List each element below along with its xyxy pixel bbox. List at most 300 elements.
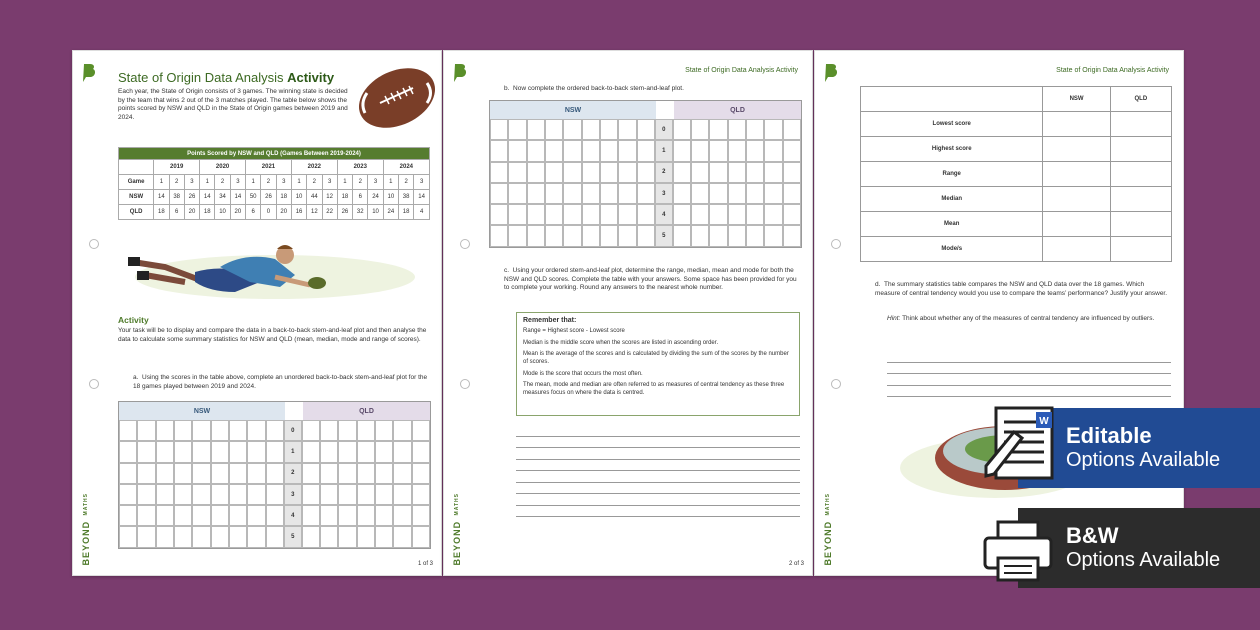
leaf-cell[interactable] — [545, 140, 563, 161]
leaf-cell[interactable] — [527, 225, 545, 246]
leaf-cell[interactable] — [247, 463, 265, 484]
leaf-cell[interactable] — [320, 463, 338, 484]
leaf-cell[interactable] — [783, 183, 801, 204]
leaf-cell[interactable] — [156, 484, 174, 505]
leaf-cell[interactable] — [375, 526, 393, 547]
leaf-cell[interactable] — [320, 505, 338, 526]
leaf-cell[interactable] — [728, 225, 746, 246]
stat-cell[interactable] — [1043, 112, 1110, 137]
leaf-cell[interactable] — [137, 484, 155, 505]
leaf-cell[interactable] — [563, 204, 581, 225]
leaf-cell[interactable] — [600, 183, 618, 204]
leaf-cell[interactable] — [137, 463, 155, 484]
leaf-cell[interactable] — [728, 183, 746, 204]
remember-title: Remember that: — [523, 317, 577, 324]
stem-cell: 4 — [655, 204, 673, 225]
qld-cell: 20 — [276, 205, 291, 220]
leaf-cell[interactable] — [691, 183, 709, 204]
stem-row[interactable] — [490, 225, 801, 246]
leaf-cell[interactable] — [709, 119, 727, 140]
leaf-cell[interactable] — [600, 162, 618, 183]
leaf-cell[interactable] — [174, 526, 192, 547]
leaf-cell[interactable] — [302, 420, 320, 441]
stat-cell[interactable] — [1043, 187, 1110, 212]
leaf-cell[interactable] — [746, 225, 764, 246]
leaf-cell[interactable] — [393, 484, 411, 505]
leaf-cell[interactable] — [174, 505, 192, 526]
worksheet-page-1 — [72, 50, 442, 576]
table-caption: Points Scored by NSW and QLD (Games Between 2019-2024) — [119, 148, 430, 160]
leaf-cell[interactable] — [119, 441, 137, 462]
stem-cell: 1 — [284, 441, 302, 462]
leaf-cell[interactable] — [527, 204, 545, 225]
qld-cell: 12 — [307, 205, 322, 220]
bw-badge[interactable] — [1018, 508, 1260, 588]
leaf-cell[interactable] — [746, 183, 764, 204]
leaf-cell[interactable] — [338, 505, 356, 526]
leaf-cell[interactable] — [691, 162, 709, 183]
leaf-cell[interactable] — [412, 526, 430, 547]
leaf-cell[interactable] — [192, 505, 210, 526]
leaf-cell[interactable] — [412, 505, 430, 526]
leaf-cell[interactable] — [393, 505, 411, 526]
leaf-cell[interactable] — [545, 225, 563, 246]
leaf-cell[interactable] — [508, 162, 526, 183]
stat-cell[interactable] — [1110, 187, 1171, 212]
nsw-cell: 14 — [200, 190, 215, 205]
stat-cell[interactable] — [1043, 237, 1110, 262]
stem-row[interactable] — [119, 505, 430, 526]
leaf-cell[interactable] — [156, 420, 174, 441]
leaf-cell[interactable] — [618, 119, 636, 140]
leaf-cell[interactable] — [211, 420, 229, 441]
leaf-cell[interactable] — [490, 119, 508, 140]
leaf-cell[interactable] — [247, 484, 265, 505]
leaf-cell[interactable] — [709, 162, 727, 183]
plot-nsw-header: NSW — [490, 101, 656, 119]
nsw-cell: 50 — [246, 190, 261, 205]
leaf-cell[interactable] — [637, 140, 655, 161]
games-cell: 2 — [353, 175, 368, 190]
leaf-cell[interactable] — [393, 526, 411, 547]
leaf-cell[interactable] — [357, 484, 375, 505]
games-cell: 1 — [246, 175, 261, 190]
year-header: 2023 — [337, 160, 383, 175]
leaf-cell[interactable] — [357, 420, 375, 441]
nsw-cell: 10 — [291, 190, 306, 205]
leaf-cell[interactable] — [508, 225, 526, 246]
stem-row[interactable] — [490, 204, 801, 225]
leaf-cell[interactable] — [563, 162, 581, 183]
leaf-cell[interactable] — [637, 162, 655, 183]
leaf-cell[interactable] — [375, 484, 393, 505]
leaf-cell[interactable] — [357, 441, 375, 462]
leaf-cell[interactable] — [600, 140, 618, 161]
games-cell: 1 — [383, 175, 398, 190]
leaf-cell[interactable] — [618, 183, 636, 204]
leaf-cell[interactable] — [728, 204, 746, 225]
leaf-cell[interactable] — [582, 225, 600, 246]
remember-item: Median is the middle score when the scores are listed in ascending order. — [523, 339, 719, 346]
leaf-cell[interactable] — [211, 505, 229, 526]
leaf-cell[interactable] — [412, 420, 430, 441]
leaf-cell[interactable] — [357, 526, 375, 547]
leaf-cell[interactable] — [563, 225, 581, 246]
leaf-cell[interactable] — [618, 204, 636, 225]
leaf-cell[interactable] — [338, 526, 356, 547]
leaf-cell[interactable] — [508, 204, 526, 225]
remember-item: Mode is the score that occurs the most often. — [523, 370, 643, 377]
leaf-cell[interactable] — [618, 140, 636, 161]
nsw-cell: 14 — [230, 190, 245, 205]
leaf-cell[interactable] — [412, 463, 430, 484]
leaf-cell[interactable] — [764, 119, 782, 140]
hint-text: Hint: Think about whether any of the measures of central tendency are influenced by outliers. — [887, 315, 1155, 322]
stem-leaf-plot-a[interactable] — [118, 401, 431, 549]
leaf-cell[interactable] — [600, 119, 618, 140]
qld-cell: 20 — [184, 205, 199, 220]
summary-stats-table[interactable] — [860, 86, 1172, 262]
leaf-cell[interactable] — [673, 119, 691, 140]
leaf-cell[interactable] — [266, 441, 284, 462]
leaf-cell[interactable] — [582, 119, 600, 140]
leaf-cell[interactable] — [229, 484, 247, 505]
leaf-cell[interactable] — [211, 484, 229, 505]
nsw-cell: 18 — [276, 190, 291, 205]
remember-box — [516, 312, 800, 416]
leaf-cell[interactable] — [357, 505, 375, 526]
leaf-cell[interactable] — [673, 204, 691, 225]
page-number: 1 of 3 — [417, 561, 433, 567]
leaf-cell[interactable] — [545, 204, 563, 225]
row-label: NSW — [119, 190, 154, 205]
leaf-cell[interactable] — [582, 162, 600, 183]
qld-cell: 32 — [353, 205, 368, 220]
leaf-cell[interactable] — [320, 420, 338, 441]
games-cell: 1 — [337, 175, 352, 190]
stem-cell: 2 — [655, 162, 673, 183]
worksheet-page-3 — [814, 50, 1184, 576]
answer-lines[interactable] — [887, 351, 1171, 397]
leaf-cell[interactable] — [375, 463, 393, 484]
leaf-cell[interactable] — [764, 183, 782, 204]
leaf-cell[interactable] — [563, 119, 581, 140]
leaf-cell[interactable] — [746, 204, 764, 225]
leaf-cell[interactable] — [746, 119, 764, 140]
qld-cell: 4 — [414, 205, 430, 220]
stem-row[interactable] — [119, 441, 430, 462]
word-document-icon — [984, 404, 1064, 492]
leaf-cell[interactable] — [192, 463, 210, 484]
leaf-cell[interactable] — [709, 204, 727, 225]
leaf-cell[interactable] — [490, 162, 508, 183]
stem-cell: 0 — [284, 420, 302, 441]
leaf-cell[interactable] — [266, 526, 284, 547]
leaf-cell[interactable] — [746, 140, 764, 161]
leaf-cell[interactable] — [211, 441, 229, 462]
plot-nsw-header: NSW — [119, 402, 285, 420]
year-header: 2019 — [154, 160, 200, 175]
stat-cell[interactable] — [1043, 162, 1110, 187]
leaf-cell[interactable] — [728, 140, 746, 161]
leaf-cell[interactable] — [137, 441, 155, 462]
nsw-cell: 6 — [353, 190, 368, 205]
leaf-cell[interactable] — [490, 225, 508, 246]
leaf-cell[interactable] — [229, 420, 247, 441]
games-cell: 2 — [398, 175, 413, 190]
leaf-cell[interactable] — [393, 463, 411, 484]
leaf-cell[interactable] — [247, 526, 265, 547]
editable-badge[interactable] — [1018, 408, 1260, 488]
brand-vertical: BEYOND MATHS — [81, 492, 91, 565]
leaf-cell[interactable] — [673, 225, 691, 246]
question-b: b. Now complete the ordered back-to-back stem-and-leaf plot. — [504, 85, 684, 92]
qld-cell: 6 — [246, 205, 261, 220]
leaf-cell[interactable] — [764, 140, 782, 161]
row-label: Game — [119, 175, 154, 190]
punch-hole — [89, 379, 99, 389]
page-header: State of Origin Data Analysis Activity — [1056, 67, 1169, 74]
leaf-cell[interactable] — [582, 204, 600, 225]
leaf-cell[interactable] — [174, 441, 192, 462]
stem-row[interactable] — [119, 463, 430, 484]
leaf-cell[interactable] — [709, 140, 727, 161]
games-cell: 1 — [200, 175, 215, 190]
leaf-cell[interactable] — [302, 526, 320, 547]
leaf-cell[interactable] — [119, 505, 137, 526]
leaf-cell[interactable] — [137, 420, 155, 441]
leaf-cell[interactable] — [691, 119, 709, 140]
nsw-cell: 10 — [383, 190, 398, 205]
leaf-cell[interactable] — [266, 463, 284, 484]
leaf-cell[interactable] — [412, 484, 430, 505]
leaf-cell[interactable] — [320, 484, 338, 505]
stem-cell: 2 — [284, 463, 302, 484]
leaf-cell[interactable] — [137, 526, 155, 547]
leaf-cell[interactable] — [563, 183, 581, 204]
leaf-cell[interactable] — [527, 183, 545, 204]
leaf-cell[interactable] — [357, 463, 375, 484]
games-cell: 1 — [291, 175, 306, 190]
nsw-cell: 26 — [261, 190, 276, 205]
stem-row[interactable] — [119, 526, 430, 547]
leaf-cell[interactable] — [266, 505, 284, 526]
leaf-cell[interactable] — [783, 225, 801, 246]
leaf-cell[interactable] — [783, 119, 801, 140]
stat-cell[interactable] — [1110, 237, 1171, 262]
leaf-cell[interactable] — [728, 162, 746, 183]
svg-text:W: W — [1039, 416, 1049, 427]
qld-cell: 18 — [200, 205, 215, 220]
leaf-cell[interactable] — [618, 225, 636, 246]
leaf-cell[interactable] — [563, 140, 581, 161]
stat-cell[interactable] — [1043, 212, 1110, 237]
nsw-cell: 44 — [307, 190, 322, 205]
leaf-cell[interactable] — [412, 441, 430, 462]
leaf-cell[interactable] — [229, 463, 247, 484]
leaf-cell[interactable] — [764, 225, 782, 246]
leaf-cell[interactable] — [746, 162, 764, 183]
leaf-cell[interactable] — [637, 225, 655, 246]
leaf-cell[interactable] — [783, 140, 801, 161]
leaf-cell[interactable] — [156, 463, 174, 484]
stat-cell[interactable] — [1110, 212, 1171, 237]
stem-row[interactable] — [119, 420, 430, 441]
leaf-cell[interactable] — [764, 204, 782, 225]
stat-label: Mode/s — [861, 237, 1043, 262]
leaf-cell[interactable] — [393, 420, 411, 441]
leaf-cell[interactable] — [545, 119, 563, 140]
leaf-cell[interactable] — [764, 162, 782, 183]
leaf-cell[interactable] — [545, 162, 563, 183]
leaf-cell[interactable] — [338, 463, 356, 484]
stem-row[interactable] — [490, 119, 801, 140]
leaf-cell[interactable] — [490, 140, 508, 161]
stat-cell[interactable] — [1043, 137, 1110, 162]
leaf-cell[interactable] — [508, 183, 526, 204]
leaf-cell[interactable] — [375, 441, 393, 462]
leaf-cell[interactable] — [192, 526, 210, 547]
leaf-cell[interactable] — [490, 204, 508, 225]
leaf-cell[interactable] — [375, 505, 393, 526]
leaf-cell[interactable] — [247, 441, 265, 462]
leaf-cell[interactable] — [211, 463, 229, 484]
games-cell: 3 — [322, 175, 337, 190]
leaf-cell[interactable] — [229, 526, 247, 547]
leaf-cell[interactable] — [192, 441, 210, 462]
leaf-cell[interactable] — [137, 505, 155, 526]
leaf-cell[interactable] — [174, 420, 192, 441]
stat-label: Mean — [861, 212, 1043, 237]
stat-cell[interactable] — [1110, 112, 1171, 137]
bw-text: B&W Options Available — [1066, 523, 1221, 571]
leaf-cell[interactable] — [600, 225, 618, 246]
leaf-cell[interactable] — [375, 420, 393, 441]
intro-text: Each year, the State of Origin consists of 3 games. The winning state is decided by the team that wins 2 out of the 3 matches played. The table below shows the points scored by NSW and QLD in the State of Origin games between 2019 and 2024. — [118, 88, 348, 121]
games-cell: 2 — [215, 175, 230, 190]
leaf-cell[interactable] — [582, 140, 600, 161]
games-cell: 3 — [276, 175, 291, 190]
year-header: 2024 — [383, 160, 429, 175]
leaf-cell[interactable] — [119, 420, 137, 441]
leaf-cell[interactable] — [508, 140, 526, 161]
rugby-player-illustration — [125, 237, 425, 307]
leaf-cell[interactable] — [691, 140, 709, 161]
leaf-cell[interactable] — [156, 441, 174, 462]
leaf-cell[interactable] — [527, 140, 545, 161]
leaf-cell[interactable] — [338, 420, 356, 441]
stem-row[interactable] — [490, 140, 801, 161]
leaf-cell[interactable] — [320, 526, 338, 547]
stem-leaf-plot-b[interactable] — [489, 100, 802, 248]
qld-cell: 26 — [337, 205, 352, 220]
leaf-cell[interactable] — [320, 441, 338, 462]
leaf-cell[interactable] — [673, 162, 691, 183]
leaf-cell[interactable] — [637, 183, 655, 204]
leaf-cell[interactable] — [156, 505, 174, 526]
nsw-cell: 14 — [154, 190, 169, 205]
leaf-cell[interactable] — [600, 204, 618, 225]
question-a: a. Using the scores in the table above, complete an unordered back-to-back stem-and-leaf plot for the 18 games played between 2019 and 2024. — [133, 374, 428, 390]
printer-icon — [982, 520, 1054, 582]
leaf-cell[interactable] — [192, 484, 210, 505]
leaf-cell[interactable] — [302, 505, 320, 526]
stat-cell[interactable] — [1110, 137, 1171, 162]
leaf-cell[interactable] — [691, 225, 709, 246]
editable-text: Editable Options Available — [1066, 423, 1221, 471]
leaf-cell[interactable] — [174, 484, 192, 505]
leaf-cell[interactable] — [302, 441, 320, 462]
leaf-cell[interactable] — [582, 183, 600, 204]
leaf-cell[interactable] — [783, 162, 801, 183]
punch-hole — [460, 379, 470, 389]
stem-row[interactable] — [490, 162, 801, 183]
leaf-cell[interactable] — [545, 183, 563, 204]
leaf-cell[interactable] — [527, 162, 545, 183]
leaf-cell[interactable] — [119, 484, 137, 505]
leaf-cell[interactable] — [527, 119, 545, 140]
stat-label: Lowest score — [861, 112, 1043, 137]
games-cell: 2 — [169, 175, 184, 190]
leaf-cell[interactable] — [637, 119, 655, 140]
leaf-cell[interactable] — [266, 420, 284, 441]
leaf-cell[interactable] — [393, 441, 411, 462]
leaf-cell[interactable] — [338, 484, 356, 505]
leaf-cell[interactable] — [174, 463, 192, 484]
leaf-cell[interactable] — [637, 204, 655, 225]
leaf-cell[interactable] — [783, 204, 801, 225]
leaf-cell[interactable] — [247, 420, 265, 441]
qld-cell: 6 — [169, 205, 184, 220]
games-cell: 3 — [414, 175, 430, 190]
leaf-cell[interactable] — [156, 526, 174, 547]
working-lines[interactable] — [516, 425, 800, 517]
games-cell: 2 — [307, 175, 322, 190]
leaf-cell[interactable] — [490, 183, 508, 204]
leaf-cell[interactable] — [119, 526, 137, 547]
col-nsw: NSW — [1043, 87, 1110, 112]
leaf-cell[interactable] — [302, 484, 320, 505]
leaf-cell[interactable] — [211, 526, 229, 547]
nsw-cell: 38 — [169, 190, 184, 205]
leaf-cell[interactable] — [618, 162, 636, 183]
leaf-cell[interactable] — [302, 463, 320, 484]
leaf-cell[interactable] — [192, 420, 210, 441]
leaf-cell[interactable] — [673, 140, 691, 161]
stem-row[interactable] — [119, 484, 430, 505]
stat-cell[interactable] — [1110, 162, 1171, 187]
qld-cell: 18 — [154, 205, 169, 220]
leaf-cell[interactable] — [229, 505, 247, 526]
question-c: c. Using your ordered stem-and-leaf plot, determine the range, median, mean and mode for both the NSW and QLD scores. Complete the table with your answers. Some space has been provided for you to complete your working. Round any answers to the nearest whole number. — [504, 267, 797, 291]
year-header: 2020 — [200, 160, 246, 175]
leaf-cell[interactable] — [247, 505, 265, 526]
leaf-cell[interactable] — [338, 441, 356, 462]
leaf-cell[interactable] — [728, 119, 746, 140]
leaf-cell[interactable] — [709, 183, 727, 204]
stat-label: Range — [861, 162, 1043, 187]
leaf-cell[interactable] — [266, 484, 284, 505]
remember-item: The mean, mode and median are often referred to as measures of central tendency as these three measures focus on where the data is centred. — [523, 382, 785, 396]
leaf-cell[interactable] — [508, 119, 526, 140]
leaf-cell[interactable] — [673, 183, 691, 204]
leaf-cell[interactable] — [709, 225, 727, 246]
leaf-cell[interactable] — [691, 204, 709, 225]
leaf-cell[interactable] — [119, 463, 137, 484]
leaf-cell[interactable] — [229, 441, 247, 462]
stem-row[interactable] — [490, 183, 801, 204]
stem-cell: 4 — [284, 505, 302, 526]
